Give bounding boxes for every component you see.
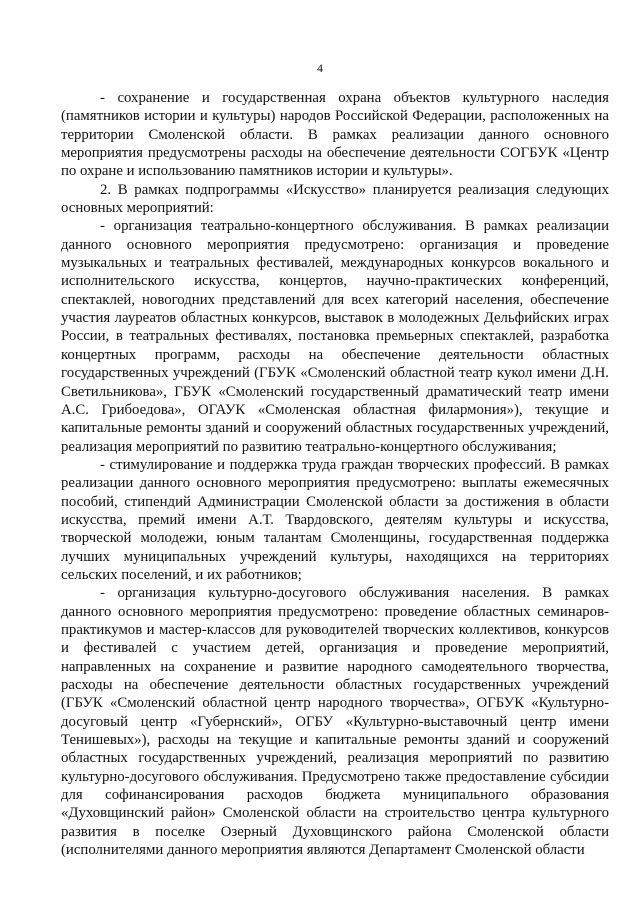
paragraph-theatre-concert: - организация театрально-концертного обслуживания. В рамках реализации данного основного мероприятия предусмотрено: организация и проведение музыкальных и театральных фестивалей, международных конкурсов вокального и исполнительского искусства, концертов, научно-практических конференций, спектаклей, новогодних представлений для всех категорий населения, обеспечение участия лауреатов областных конкурсов, выставок в молодежных Дельфийских играх России, в театральных фестивалях, постановка премьерных спектаклей, разработка концертных программ, расходы на обеспечение деятельности областных государственных учреждений (ГБУК «Смоленский областной театр кукол имени Д.Н. Светильникова», ГБУК «Смоленский государственный драматический театр имени А.С. Грибоедова», ОГАУК «Смоленская областная филармония»), текущие и капитальные ремонты зданий и сооружений областных государственных учреждений, реализация мероприятий по развитию театрально-концертного обслуживания; bbox=[61, 218, 609, 455]
paragraph-art-subprogram: 2. В рамках подпрограммы «Искусство» планируется реализация следующих основных мероприятий: bbox=[61, 181, 609, 217]
page-number: 4 bbox=[317, 61, 323, 75]
paragraph-creative-professions: - стимулирование и поддержка труда граждан творческих профессий. В рамках реализации данного основного мероприятия предусмотрено: выплаты ежемесячных пособий, стипендий Администрации Смоленской области за достижения в области искусства, премий имени А.Т. Твардовского, деятелям культуры и искусства, творческой молодежи, юным талантам Смоленщины, государственная поддержка лучших муниципальных учреждений культуры, находящихся на территориях сельских поселений, и их работников; bbox=[61, 456, 609, 583]
paragraph-heritage-protection: - сохранение и государственная охрана объектов культурного наследия (памятников истории и культуры) народов Российской Федерации, расположенных на территории Смоленской области. В рамках реализации данного основного мероприятия предусмотрены расходы на обеспечение деятельности СОГБУК «Центр по охране и использованию памятников истории и культуры». bbox=[61, 90, 609, 180]
document-body bbox=[61, 89, 609, 859]
paragraph-cultural-leisure: - организация культурно-досугового обслуживания населения. В рамках данного основного мероприятия предусмотрено: проведение областных семинаров-практикумов и мастер-классов для руководителей творческих коллективов, конкурсов и фестивалей с участием детей, организация и проведение мероприятий, направленных на сохранение и развитие народного самодеятельного творчества, расходы на обеспечение деятельности областных государственных учреждений (ГБУК «Смоленский областной центр народного творчества», ОГБУК «Культурно-досуговый центр «Губернский», ОГБУ «Культурно-выставочный центр имени Тенишевых»), расходы на текущие и капитальные ремонты зданий и сооружений областных государственных учреждений, реализация мероприятий по развитию культурно-досугового обслуживания. Предусмотрено также предоставление субсидии для софинансирования расходов бюджета муниципального образования «Духовщинский район» Смоленской области на строительство центра культурного развития в поселке Озерный Духовщинского района Смоленской области (исполнителями данного мероприятия являются Департамент Смоленской области bbox=[61, 585, 609, 859]
